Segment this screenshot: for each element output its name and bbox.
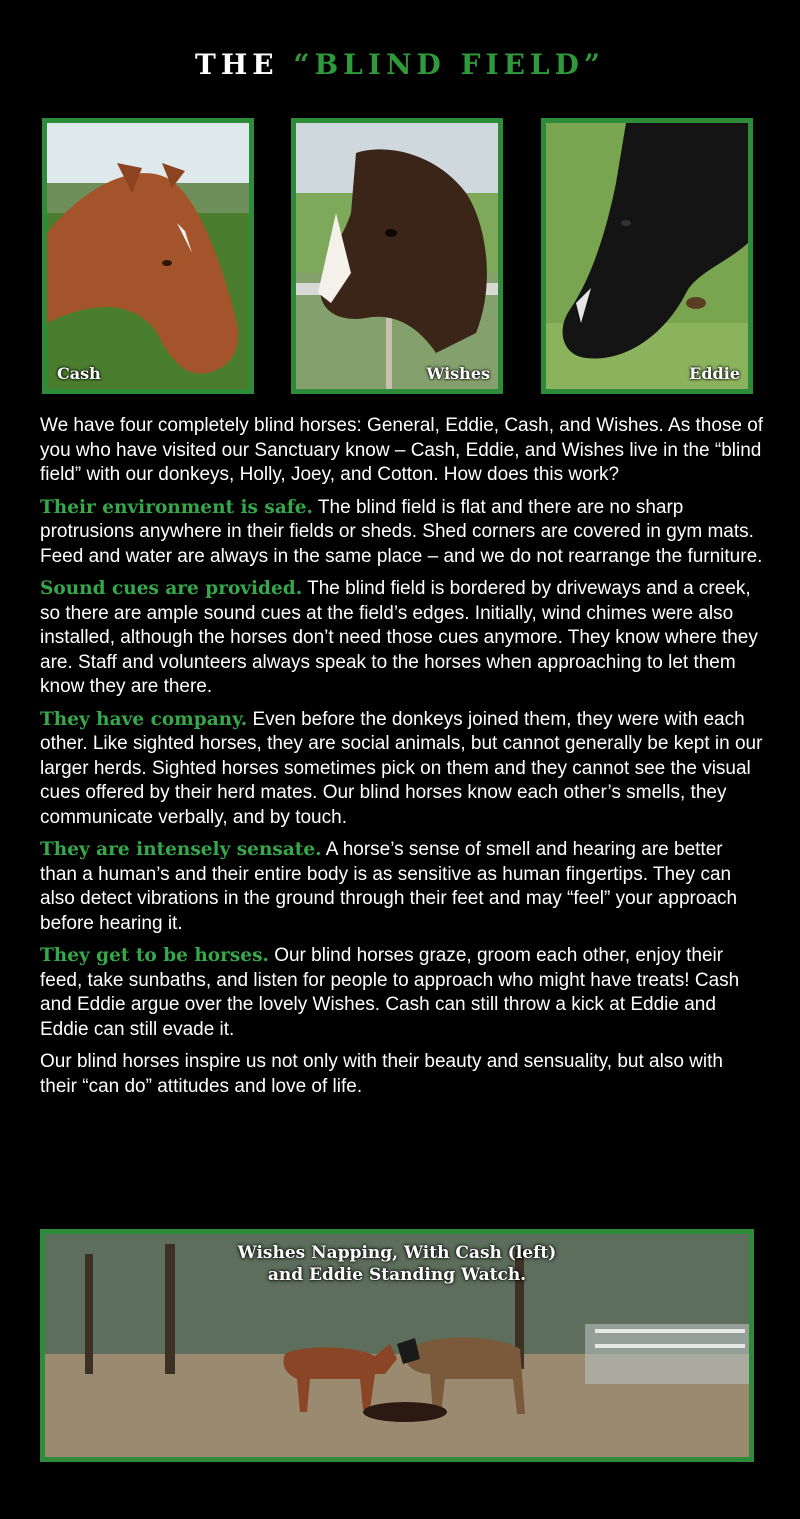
photo-cash [42, 118, 254, 394]
caption-line-1: Wishes Napping, With Cash (left) [237, 1243, 557, 1263]
photo-caption-wishes: Wishes [426, 364, 490, 383]
section-sound-cues [40, 577, 764, 700]
wishes-horse-image [296, 123, 498, 389]
photo-eddie [541, 118, 753, 394]
section-lead: They are intensely sensate. [40, 839, 322, 860]
section-sensate [40, 838, 764, 936]
article-body [40, 414, 764, 1107]
section-text: Even before the donkeys joined them, they were with each other. Like sighted horses, they are social animals, but cannot generally be kept in our larger herds. Sighted horses sometimes pick on them and they cannot see the visual cues offered by their herd mates. Our blind horses know each other’s smells, they communicate verbally, and by touch. [40, 708, 763, 828]
photo-wishes [291, 118, 503, 394]
photo-caption-eddie: Eddie [689, 364, 740, 383]
caption-line-2: and Eddie Standing Watch. [267, 1265, 527, 1285]
section-text: The blind field is flat and there are no sharp protrusions anywhere in their fields or sheds. Shed corners are covered in gym mats. Feed and water are always in the same place – and we do not rearrange the furniture. [40, 496, 763, 567]
photo-caption-cash: Cash [57, 364, 101, 383]
cash-horse-image [47, 123, 249, 389]
bottom-photo-caption [45, 1242, 749, 1286]
section-lead: Sound cues are provided. [40, 578, 303, 599]
section-lead: They get to be horses. [40, 945, 269, 966]
section-lead: Their environment is safe. [40, 496, 313, 518]
section-environment [40, 496, 764, 570]
title-part-1: THE [195, 48, 279, 81]
bottom-photo [40, 1229, 754, 1462]
eddie-horse-image [546, 123, 748, 389]
section-text: Our blind horses graze, groom each other, enjoy their feed, take sunbaths, and listen for people to approach who might have treats! Cash and Eddie argue over the lovely Wishes. Cash can still throw a kick at Eddie and Eddie can still evade it. [40, 945, 740, 1040]
closing-paragraph: Our blind horses inspire us not only with their beauty and sensuality, but also with their “can do” attitudes and love of life. [40, 1051, 723, 1097]
section-text: The blind field is bordered by driveways and a creek, so there are ample sound cues at the field’s edges. Initially, wind chimes were also installed, although the horses don’t need those cues anymore. They know where they are. Staff and volunteers always speak to the horses when approaching to let them know they are there. [40, 578, 758, 697]
section-text: A horse’s sense of smell and hearing are better than a human’s and their entire body is as sensitive as human fingertips. They can also detect vibrations in the ground through their feet and may “feel” your approach before hearing it. [40, 839, 738, 934]
intro-paragraph: We have four completely blind horses: General, Eddie, Cash, and Wishes. As those of you who have visited our Sanctuary know – Cash, Eddie, and Wishes live in the “blind field” with our donkeys, Holly, Joey, and Cotton. How does this work? [40, 415, 764, 485]
title-part-2: “BLIND FIELD” [293, 48, 605, 81]
section-company [40, 708, 764, 831]
section-lead: They have company. [40, 708, 248, 730]
page-title [0, 48, 800, 81]
section-horses [40, 944, 764, 1042]
